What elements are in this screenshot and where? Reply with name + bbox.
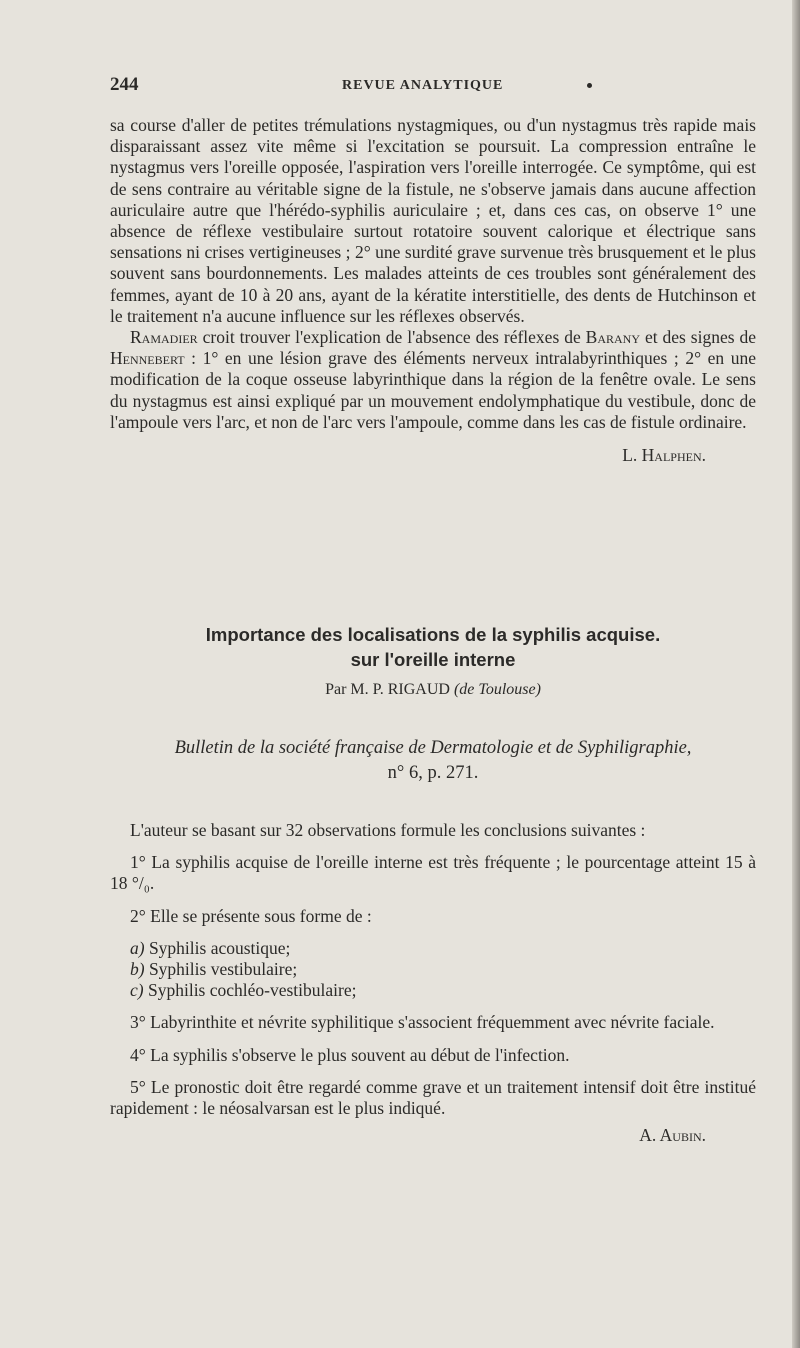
- article-byline: [110, 681, 756, 699]
- conclusion-2: 2° Elle se présente sous forme de :: [130, 905, 372, 926]
- paragraph-ramadier: [110, 327, 756, 433]
- sub-item-b: [110, 959, 756, 980]
- paragraph-text: : 1° en une lésion grave des éléments nerveux intralabyrinthiques ; 2° en une modification de la coque osseuse labyrinthique dans la région de la fenêtre ovale. Le sens du nystagmus est ainsi expliqué par un mouvement endolymphatique du vestibule, donc de l'ampoule vers l'arc, et non de l'arc vers l'ampoule, comme dans les cas de fistule ordinaire.: [110, 348, 756, 432]
- article-body: [110, 820, 756, 1146]
- byline-author: Par M. P. RIGAUD: [325, 681, 454, 698]
- signature-halphen: L. Halphen.: [622, 445, 706, 466]
- conclusion-4: 4° La syphilis s'observe le plus souvent au début de l'infection.: [130, 1044, 570, 1065]
- byline-place: (de Toulouse): [453, 681, 541, 698]
- running-head: REVUE ANALYTIQUE: [342, 78, 504, 93]
- source-issue: n° 6, p. 271.: [387, 763, 479, 783]
- previous-article-body: [110, 115, 756, 466]
- page-edge-shadow: [792, 0, 800, 1348]
- sub-item-c: [110, 980, 756, 1001]
- sub-item-a: [110, 938, 756, 959]
- conclusion-3: 3° Labyrinthite et névrite syphilitique s'associent fréquemment avec névrite faciale.: [130, 1012, 715, 1033]
- conclusion-5: 5° Le pronostic doit être regardé comme grave et un traitement intensif doit être institué rapidement : le néosalvarsan est le plus indiqué.: [110, 1076, 756, 1119]
- header-ornament-dot: [587, 83, 592, 88]
- paragraph-text: croit trouver l'explication de l'absence des réflexes de: [197, 327, 586, 348]
- source-journal: Bulletin de la société française de Dermatologie et de Syphiligraphie,: [174, 738, 692, 758]
- paragraph-text: et des signes de: [640, 327, 756, 348]
- conclusion-1: 1° La syphilis acquise de l'oreille interne est très fréquente ; le pourcentage atteint 15 à 18 °/₀.: [110, 852, 756, 894]
- paragraph-continuation: sa course d'aller de petites trémulations nystagmiques, ou d'un nystagmus très rapide mais disparaissant assez vite même si l'excitation se poursuit. La compression entraîne le nystagmus vers l'oreille opposée, l'aspiration vers l'oreille interrogée. Ce symptôme, qui est de sens contraire au véritable signe de la fistule, ne s'observe jamais dans aucune affection auriculaire autre que l'hérédo-syphilis auriculaire ; et, dans ces cas, on observe 1° une absence de réflexe vestibulaire surtout rotatoire souvent calorique et électrique sans sensations ni crises vertigineuses ; 2° une surdité grave survenue très brusquement et le plus souvent sans bourdonnements. Les malades atteints de ces troubles sont généralement des femmes, ayant de 10 à 20 ans, ayant de la kératite interstitielle, des dents de Hutchinson et le traitement n'a aucune influence sur les réflexes observés.: [110, 115, 756, 326]
- sub-item-letter: b): [130, 959, 145, 980]
- signature-aubin: A. Aubin.: [639, 1125, 706, 1146]
- sub-item-text: Syphilis acoustique;: [144, 937, 291, 958]
- author-name: Barany: [585, 327, 640, 348]
- sub-item-text: Syphilis cochléo-vestibulaire;: [143, 980, 357, 1001]
- sub-item-letter: c): [130, 980, 144, 1001]
- page-number: 244: [110, 74, 139, 95]
- author-name: Ramadier: [130, 327, 198, 348]
- author-name: Hennebert: [110, 348, 185, 369]
- article-title-line2: sur l'oreille interne: [350, 649, 516, 670]
- sub-item-letter: a): [130, 937, 145, 958]
- article-source: [110, 736, 756, 786]
- page-header: [110, 74, 610, 98]
- sub-item-text: Syphilis vestibulaire;: [144, 959, 298, 980]
- article-title-line1: Importance des localisations de la syphilis acquise.: [205, 624, 661, 645]
- article-title: [110, 622, 756, 672]
- intro-paragraph: L'auteur se basant sur 32 observations formule les conclusions suivantes :: [130, 820, 646, 840]
